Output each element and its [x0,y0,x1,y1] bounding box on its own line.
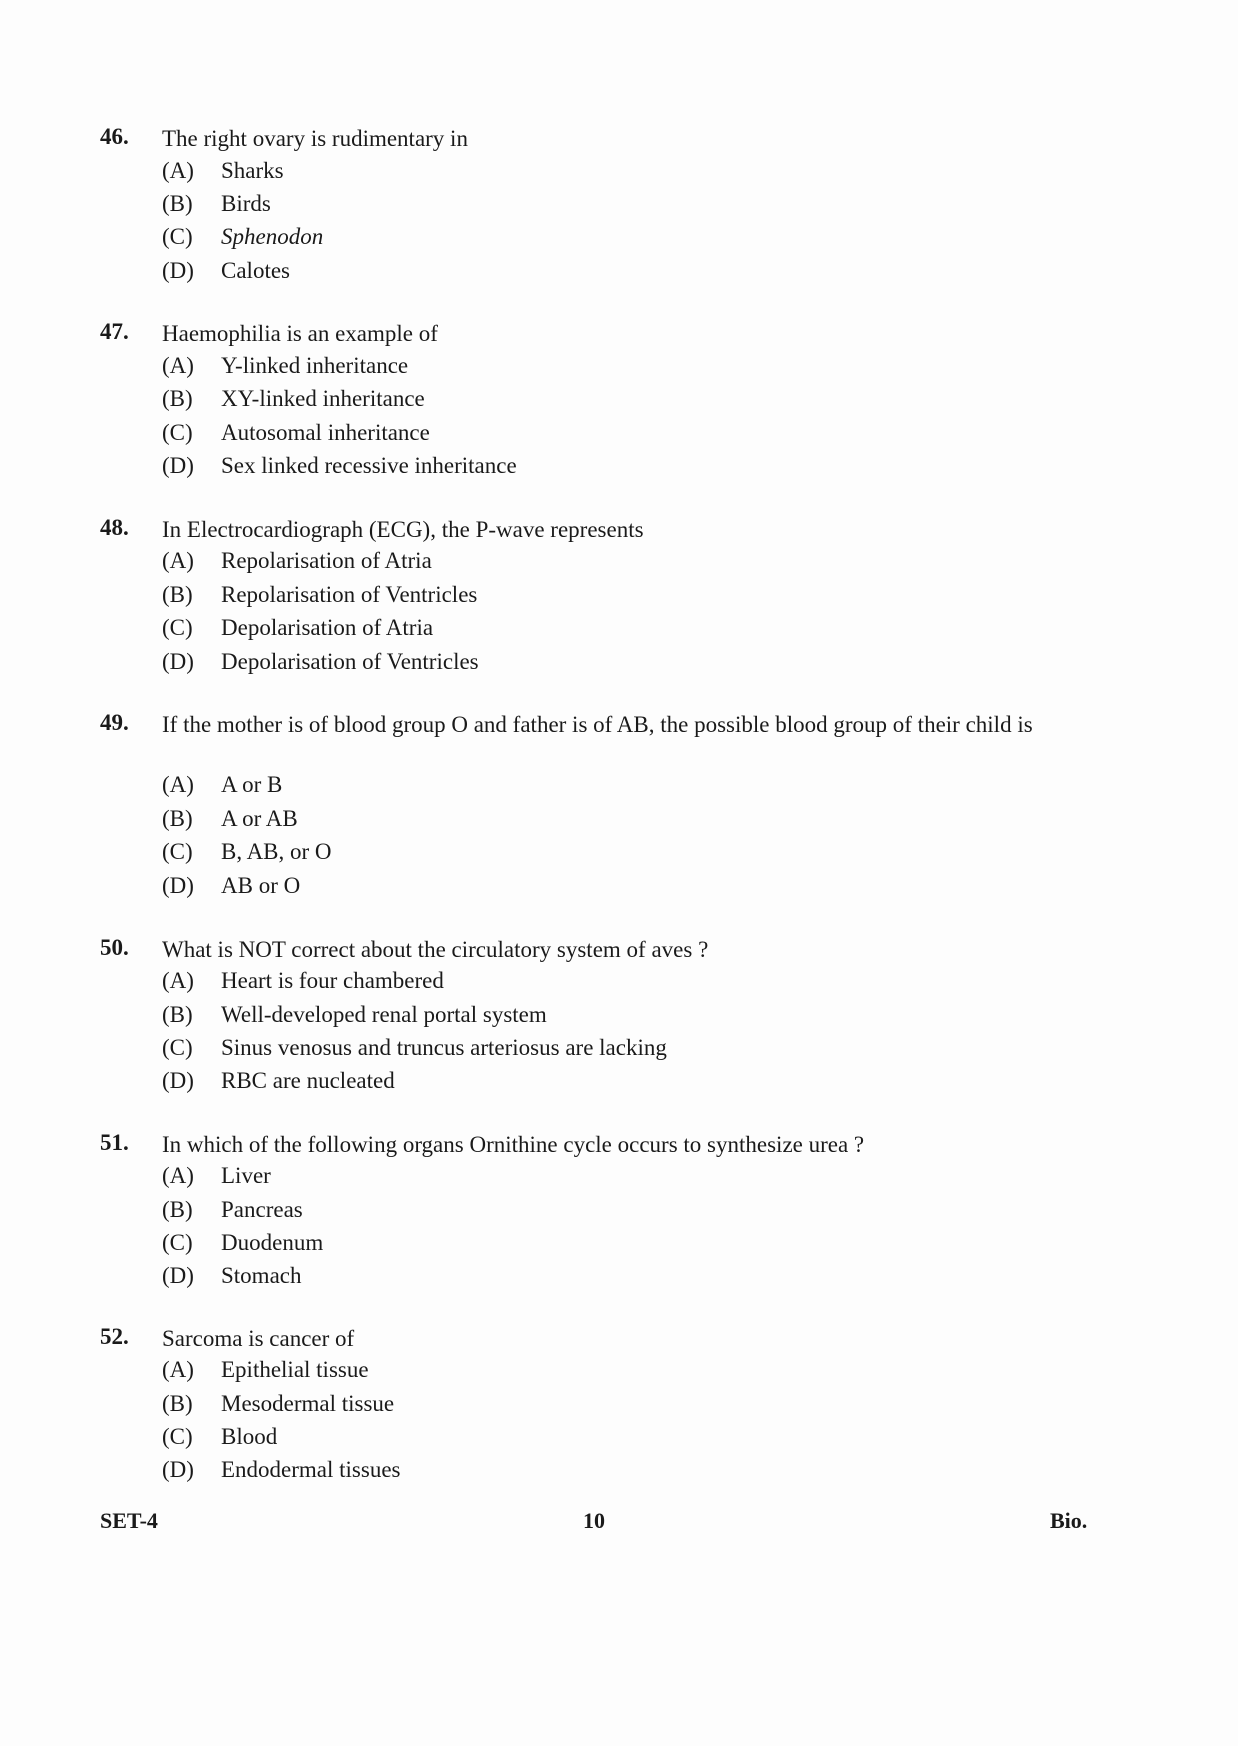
question-number: 48. [100,515,129,540]
option-letter: (B) [162,806,193,831]
option-text: Pancreas [221,1197,303,1222]
option-text: AB or O [221,873,301,898]
option-50-b [0,1002,1238,1032]
option-text: Epithelial tissue [221,1357,369,1382]
option-letter: (C) [162,1424,193,1449]
option-letter: (D) [162,1457,194,1482]
question-text: Haemophilia is an example of [162,321,438,346]
footer-set-label: SET-4 [100,1508,158,1533]
option-49-a [0,772,1238,802]
question-number: 49. [100,710,129,735]
option-51-b [0,1197,1238,1227]
option-letter: (B) [162,386,193,411]
option-letter: (A) [162,548,194,573]
option-51-d [0,1263,1238,1293]
option-letter: (C) [162,1035,193,1060]
option-letter: (C) [162,420,193,445]
question-number: 47. [100,319,129,344]
option-48-d [0,649,1238,679]
question-text: If the mother is of blood group O and father is of AB, the possible blood group of their child is [162,712,1033,737]
option-52-b [0,1391,1238,1421]
option-letter: (C) [162,224,193,249]
option-letter: (A) [162,968,194,993]
option-46-b [0,191,1238,221]
option-text: A or AB [221,806,298,831]
option-letter: (D) [162,1068,194,1093]
option-letter: (C) [162,1230,193,1255]
question-text: In which of the following organs Ornithine cycle occurs to synthesize urea ? [162,1132,865,1157]
question-number: 52. [100,1324,129,1349]
option-46-c [0,224,1238,254]
option-50-d [0,1068,1238,1098]
question-text: What is NOT correct about the circulatory system of aves ? [162,937,709,962]
option-letter: (D) [162,873,194,898]
option-51-c [0,1230,1238,1260]
option-52-d [0,1457,1238,1487]
option-letter: (A) [162,1357,194,1382]
option-51-a [0,1163,1238,1193]
option-text: Blood [221,1424,278,1449]
option-text: Calotes [221,258,290,283]
question-text: Sarcoma is cancer of [162,1326,355,1351]
option-letter: (A) [162,1163,194,1188]
option-text: Y-linked inheritance [221,353,409,378]
option-text: Depolarisation of Ventricles [221,649,479,674]
option-letter: (D) [162,453,194,478]
option-text: Autosomal inheritance [221,420,430,445]
option-text: Mesodermal tissue [221,1391,395,1416]
option-47-b [0,386,1238,416]
option-text: Sex linked recessive inheritance [221,453,517,478]
option-letter: (C) [162,839,193,864]
option-letter: (B) [162,1002,193,1027]
option-letter: (B) [162,582,193,607]
option-text: Well-developed renal portal system [221,1002,547,1027]
option-text: Repolarisation of Atria [221,548,432,573]
option-46-a [0,158,1238,188]
option-48-c [0,615,1238,645]
option-letter: (B) [162,1197,193,1222]
option-letter: (D) [162,649,194,674]
option-text: Birds [221,191,271,216]
option-48-a [0,548,1238,578]
option-49-d [0,873,1238,903]
option-47-a [0,353,1238,383]
option-letter: (A) [162,353,194,378]
option-letter: (B) [162,1391,193,1416]
option-text: Stomach [221,1263,302,1288]
option-text: Heart is four chambered [221,968,444,993]
option-text: XY-linked inheritance [221,386,425,411]
option-text: Sharks [221,158,284,183]
option-letter: (A) [162,772,194,797]
option-46-d [0,258,1238,288]
option-48-b [0,582,1238,612]
option-49-c [0,839,1238,869]
option-47-c [0,420,1238,450]
option-text: Sphenodon [221,224,324,249]
option-52-c [0,1424,1238,1454]
option-text: Duodenum [221,1230,324,1255]
option-text: A or B [221,772,283,797]
option-52-a [0,1357,1238,1387]
option-text: Depolarisation of Atria [221,615,434,640]
option-letter: (D) [162,1263,194,1288]
option-text: RBC are nucleated [221,1068,395,1093]
option-47-d [0,453,1238,483]
option-letter: (A) [162,158,194,183]
footer-subject: Bio. [1050,1508,1088,1533]
question-number: 50. [100,935,129,960]
footer-page-number: 10 [583,1508,605,1533]
option-letter: (D) [162,258,194,283]
option-50-c [0,1035,1238,1065]
option-text: Liver [221,1163,271,1188]
option-text: Repolarisation of Ventricles [221,582,478,607]
option-letter: (C) [162,615,193,640]
option-letter: (B) [162,191,193,216]
question-number: 46. [100,124,129,149]
option-text: Endodermal tissues [221,1457,401,1482]
option-50-a [0,968,1238,998]
question-number: 51. [100,1130,129,1155]
option-49-b [0,806,1238,836]
question-text: In Electrocardiograph (ECG), the P-wave represents [162,517,644,542]
option-text: B, AB, or O [221,839,332,864]
question-text: The right ovary is rudimentary in [162,126,468,151]
option-text: Sinus venosus and truncus arteriosus are lacking [221,1035,667,1060]
